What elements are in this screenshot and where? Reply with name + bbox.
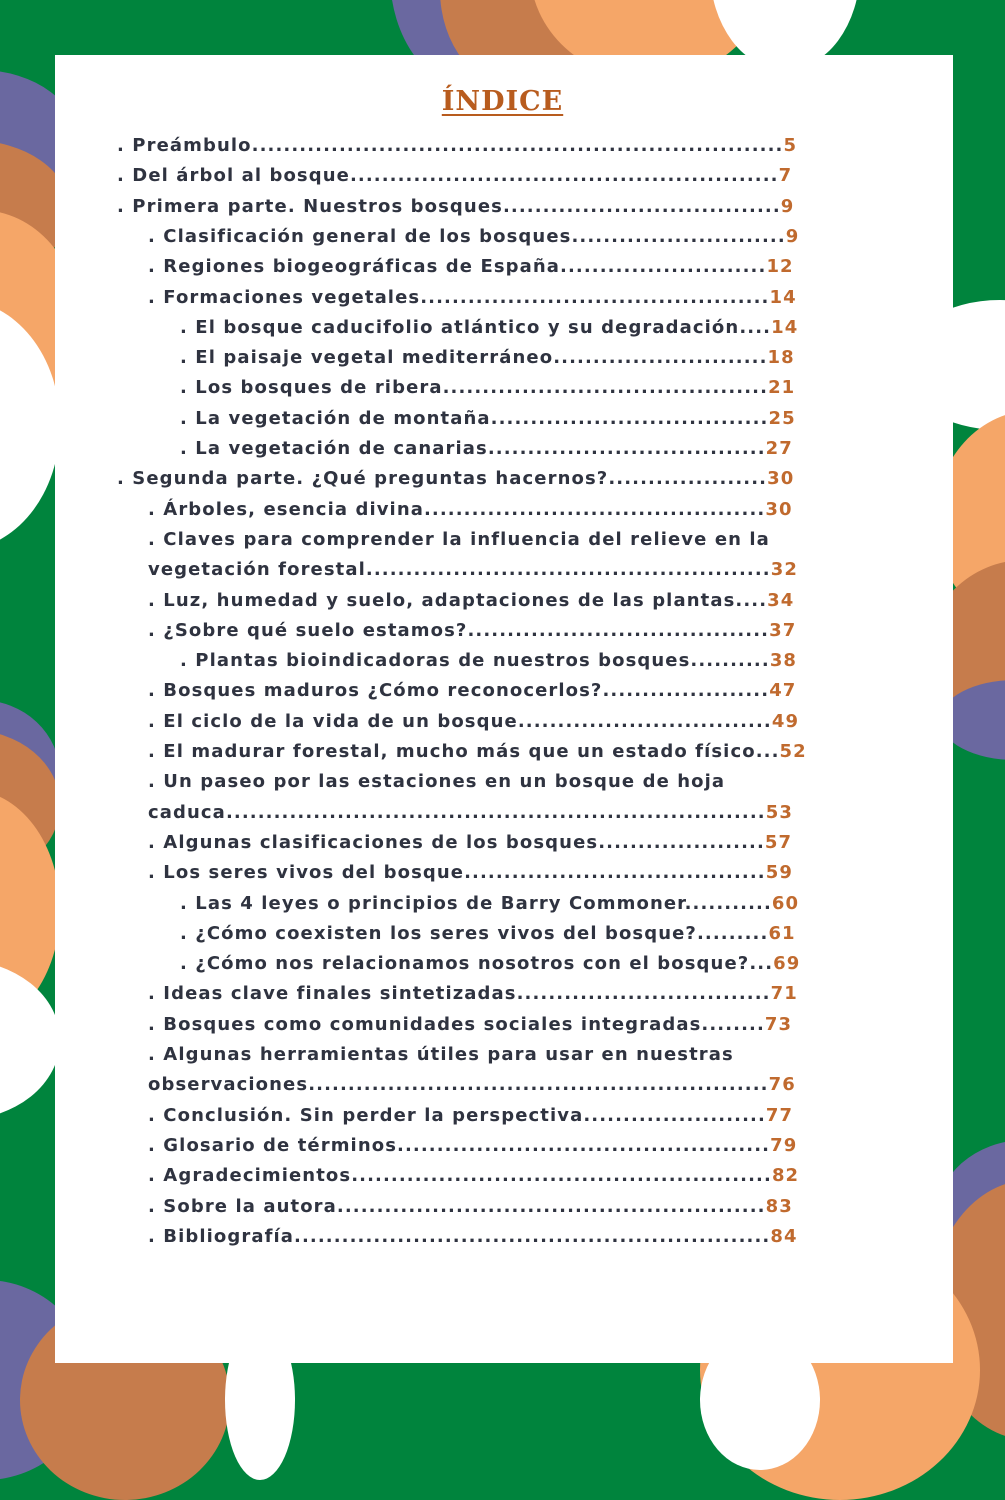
toc-entry [148, 1135, 797, 1157]
toc-entry-page-number: 77 [765, 1105, 794, 1126]
toc-entry-page-number: 69 [773, 953, 801, 974]
toc-entry-page-number: 32 [770, 559, 798, 580]
toc-entry-page-number: 76 [768, 1074, 796, 1095]
toc-entry [148, 226, 799, 248]
toc-entry [148, 529, 770, 551]
toc-entry-title: . Plantas bioindicadoras de nuestros bosques [180, 650, 691, 671]
toc-entry-leader-dots: ............................................................ [294, 1226, 771, 1247]
toc-entry-title: . Sobre la autora [148, 1196, 337, 1217]
toc-entry-leader-dots: ......... [696, 923, 769, 944]
toc-entry-leader-dots: .... [735, 590, 768, 611]
toc-entry-title: . El paisaje vegetal mediterráneo [180, 347, 554, 368]
toc-entry-page-number: 21 [768, 377, 796, 398]
toc-entry [117, 135, 797, 157]
toc-entry-page-number: 82 [771, 1165, 800, 1186]
toc-entry-title: . Formaciones vegetales [148, 287, 421, 308]
toc-entry-title: . Ideas clave finales sintetizadas [148, 983, 517, 1004]
toc-entry-title: . Los bosques de ribera [180, 377, 443, 398]
toc-entry [148, 1014, 792, 1036]
toc-entry-page-number: 5 [783, 135, 798, 156]
toc-entry [117, 196, 794, 218]
toc-entry-page-number: 52 [779, 741, 807, 762]
toc-entry [148, 499, 793, 521]
index-title: ÍNDICE [441, 86, 564, 117]
toc-entry-leader-dots: .......................................................... [308, 1074, 769, 1095]
toc-entry [148, 1105, 793, 1127]
toc-entry [148, 1165, 799, 1187]
toc-entry-title: . La vegetación de canarias [180, 438, 488, 459]
toc-entry-title: . La vegetación de montaña [180, 408, 491, 429]
toc-entry [180, 317, 798, 339]
toc-entry-title: . Regiones biogeográficas de España [148, 256, 561, 277]
toc-entry [180, 893, 799, 915]
toc-entry-page-number: 14 [769, 287, 797, 308]
toc-entry-leader-dots: ............................................ [420, 287, 770, 308]
toc-entry-title: vegetación forestal [148, 559, 366, 580]
toc-entry-page-number: 12 [766, 256, 794, 277]
toc-entry-page-number: 59 [765, 862, 793, 883]
bg-white-shape-left-low [0, 960, 60, 1120]
toc-entry-leader-dots: ........... [684, 893, 772, 914]
toc-entry-title: . Algunas clasificaciones de los bosques [148, 832, 599, 853]
toc-entry-title: . Clasificación general de los bosques [148, 226, 572, 247]
toc-entry-leader-dots: ... [755, 741, 780, 762]
toc-entry-leader-dots: ...................................................... [349, 165, 779, 186]
toc-entry [148, 711, 799, 733]
toc-entry-leader-dots: ... [749, 953, 774, 974]
toc-entry [180, 377, 795, 399]
toc-entry [148, 862, 793, 884]
toc-entry-page-number: 71 [770, 983, 798, 1004]
toc-entry-page-number: 83 [765, 1196, 793, 1217]
toc-entry-title: . Segunda parte. ¿Qué preguntas hacernos? [117, 468, 609, 489]
toc-entry-page-number: 30 [765, 499, 793, 520]
toc-entry-page-number: 57 [764, 832, 793, 853]
toc-entry-page-number: 47 [769, 680, 797, 701]
toc-entry-title: . El ciclo de la vida de un bosque [148, 711, 518, 732]
toc-entry-title: . Bibliografía [148, 1226, 295, 1247]
toc-entry [148, 620, 796, 642]
toc-entry-title: . Glosario de términos [148, 1135, 398, 1156]
toc-entry-leader-dots: ................................................................... [251, 135, 784, 156]
toc-entry-leader-dots: ..................... [602, 680, 770, 701]
toc-entry [148, 1044, 734, 1066]
toc-entry-page-number: 60 [771, 893, 800, 914]
toc-entry-title: caduca [148, 802, 226, 823]
toc-entry-leader-dots: ................................... [490, 408, 769, 429]
toc-entry-title: . Bosques maduros ¿Cómo reconocerlos? [148, 680, 603, 701]
toc-entry [148, 983, 798, 1005]
toc-entry-leader-dots: ......................................... [442, 377, 769, 398]
toc-entry [148, 1226, 798, 1248]
toc-entry [148, 287, 797, 309]
toc-entry-leader-dots: ....................... [583, 1105, 766, 1126]
toc-entry [180, 408, 796, 430]
toc-entry-page-number: 38 [769, 650, 798, 671]
toc-entry-leader-dots: ................................................... [365, 559, 771, 580]
toc-entry-leader-dots: ........................... [571, 226, 786, 247]
toc-entry-page-number: 79 [770, 1135, 798, 1156]
toc-entry-title: . Luz, humedad y suelo, adaptaciones de las plantas [148, 590, 736, 611]
toc-entry-leader-dots: .......... [690, 650, 770, 671]
toc-entry-page-number: 14 [771, 317, 799, 338]
toc-entry [180, 438, 793, 460]
toc-entry-leader-dots: ...................................... [464, 862, 766, 883]
toc-entry-title: . El bosque caducifolio atlántico y su degradación [180, 317, 740, 338]
toc-entry [148, 680, 796, 702]
toc-entry-leader-dots: ................................... [487, 438, 766, 459]
toc-entry-title: . Algunas herramientas útiles para usar en nuestras [148, 1044, 734, 1065]
toc-entry-page-number: 73 [764, 1014, 793, 1035]
toc-entry-leader-dots: ........................................... [423, 499, 766, 520]
toc-entry-title: . El madurar forestal, mucho más que un estado físico [148, 741, 756, 762]
toc-entry [180, 953, 800, 975]
toc-entry-title: . Los seres vivos del bosque [148, 862, 465, 883]
toc-entry-title: . Un paseo por las estaciones en un bosque de hoja [148, 771, 726, 792]
toc-entry-title: . Árboles, esencia divina [148, 499, 424, 520]
toc-entry [148, 771, 725, 793]
toc-entry-leader-dots: .... [739, 317, 772, 338]
toc-entry-leader-dots: .................... [608, 468, 768, 489]
toc-entry [180, 347, 795, 369]
toc-entry-title: . Conclusión. Sin perder la perspectiva [148, 1105, 584, 1126]
toc-entry-page-number: 18 [767, 347, 795, 368]
toc-entry-page-number: 9 [780, 196, 795, 217]
toc-entry-page-number: 30 [767, 468, 795, 489]
toc-entry [117, 165, 792, 187]
toc-entry-leader-dots: ...................................................... [336, 1196, 766, 1217]
toc-entry [148, 256, 794, 278]
toc-entry-leader-dots: .................................................................... [225, 802, 766, 823]
toc-entry [148, 802, 793, 824]
toc-entry-page-number: 9 [785, 226, 800, 247]
toc-entry-title: . Del árbol al bosque [117, 165, 350, 186]
toc-entry [180, 650, 797, 672]
toc-entry-leader-dots: .......................... [560, 256, 767, 277]
toc-entry-title: . Bosques como comunidades sociales integradas [148, 1014, 702, 1035]
toc-entry-leader-dots: ........ [701, 1014, 765, 1035]
toc-entry-title: . Las 4 leyes o principios de Barry Commoner [180, 893, 685, 914]
toc-entry-title: . Primera parte. Nuestros bosques [117, 196, 503, 217]
toc-entry-title: . ¿Cómo nos relacionamos nosotros con el bosque? [180, 953, 750, 974]
toc-entry-leader-dots: ..................................................... [351, 1165, 772, 1186]
toc-entry-leader-dots: ...................................... [467, 620, 770, 641]
toc-entry-page-number: 84 [770, 1226, 798, 1247]
toc-entry [148, 1074, 796, 1096]
toc-entry-page-number: 53 [765, 802, 793, 823]
toc-entry-page-number: 34 [767, 590, 795, 611]
toc-entry-page-number: 37 [769, 620, 797, 641]
toc-entry [148, 559, 798, 581]
toc-entry-title: . ¿Cómo coexisten los seres vivos del bosque? [180, 923, 697, 944]
toc-entry-title: observaciones [148, 1074, 309, 1095]
toc-entry-page-number: 25 [768, 408, 796, 429]
toc-entry [148, 832, 792, 854]
toc-entry-page-number: 27 [765, 438, 793, 459]
toc-entry-page-number: 61 [768, 923, 796, 944]
toc-entry-title: . Claves para comprender la influencia del relieve en la [148, 529, 770, 550]
toc-entry-leader-dots: ................................ [516, 983, 771, 1004]
toc-entry-leader-dots: ..................... [598, 832, 765, 853]
toc-entry [148, 590, 794, 612]
toc-entry [180, 923, 796, 945]
toc-entry-page-number: 49 [771, 711, 800, 732]
toc-entry [148, 741, 807, 763]
toc-entry-leader-dots: ................................... [502, 196, 781, 217]
toc-entry-page-number: 7 [778, 165, 793, 186]
toc-entry-leader-dots: ............................................... [397, 1135, 771, 1156]
toc-entry-title: . Agradecimientos [148, 1165, 352, 1186]
toc-entry-leader-dots: ................................ [517, 711, 772, 732]
toc-entry-title: . ¿Sobre qué suelo estamos? [148, 620, 468, 641]
toc-entry-title: . Preámbulo [117, 135, 252, 156]
toc-entry [148, 1196, 793, 1218]
toc-entry [117, 468, 794, 490]
toc-entry-leader-dots: ........................... [553, 347, 768, 368]
